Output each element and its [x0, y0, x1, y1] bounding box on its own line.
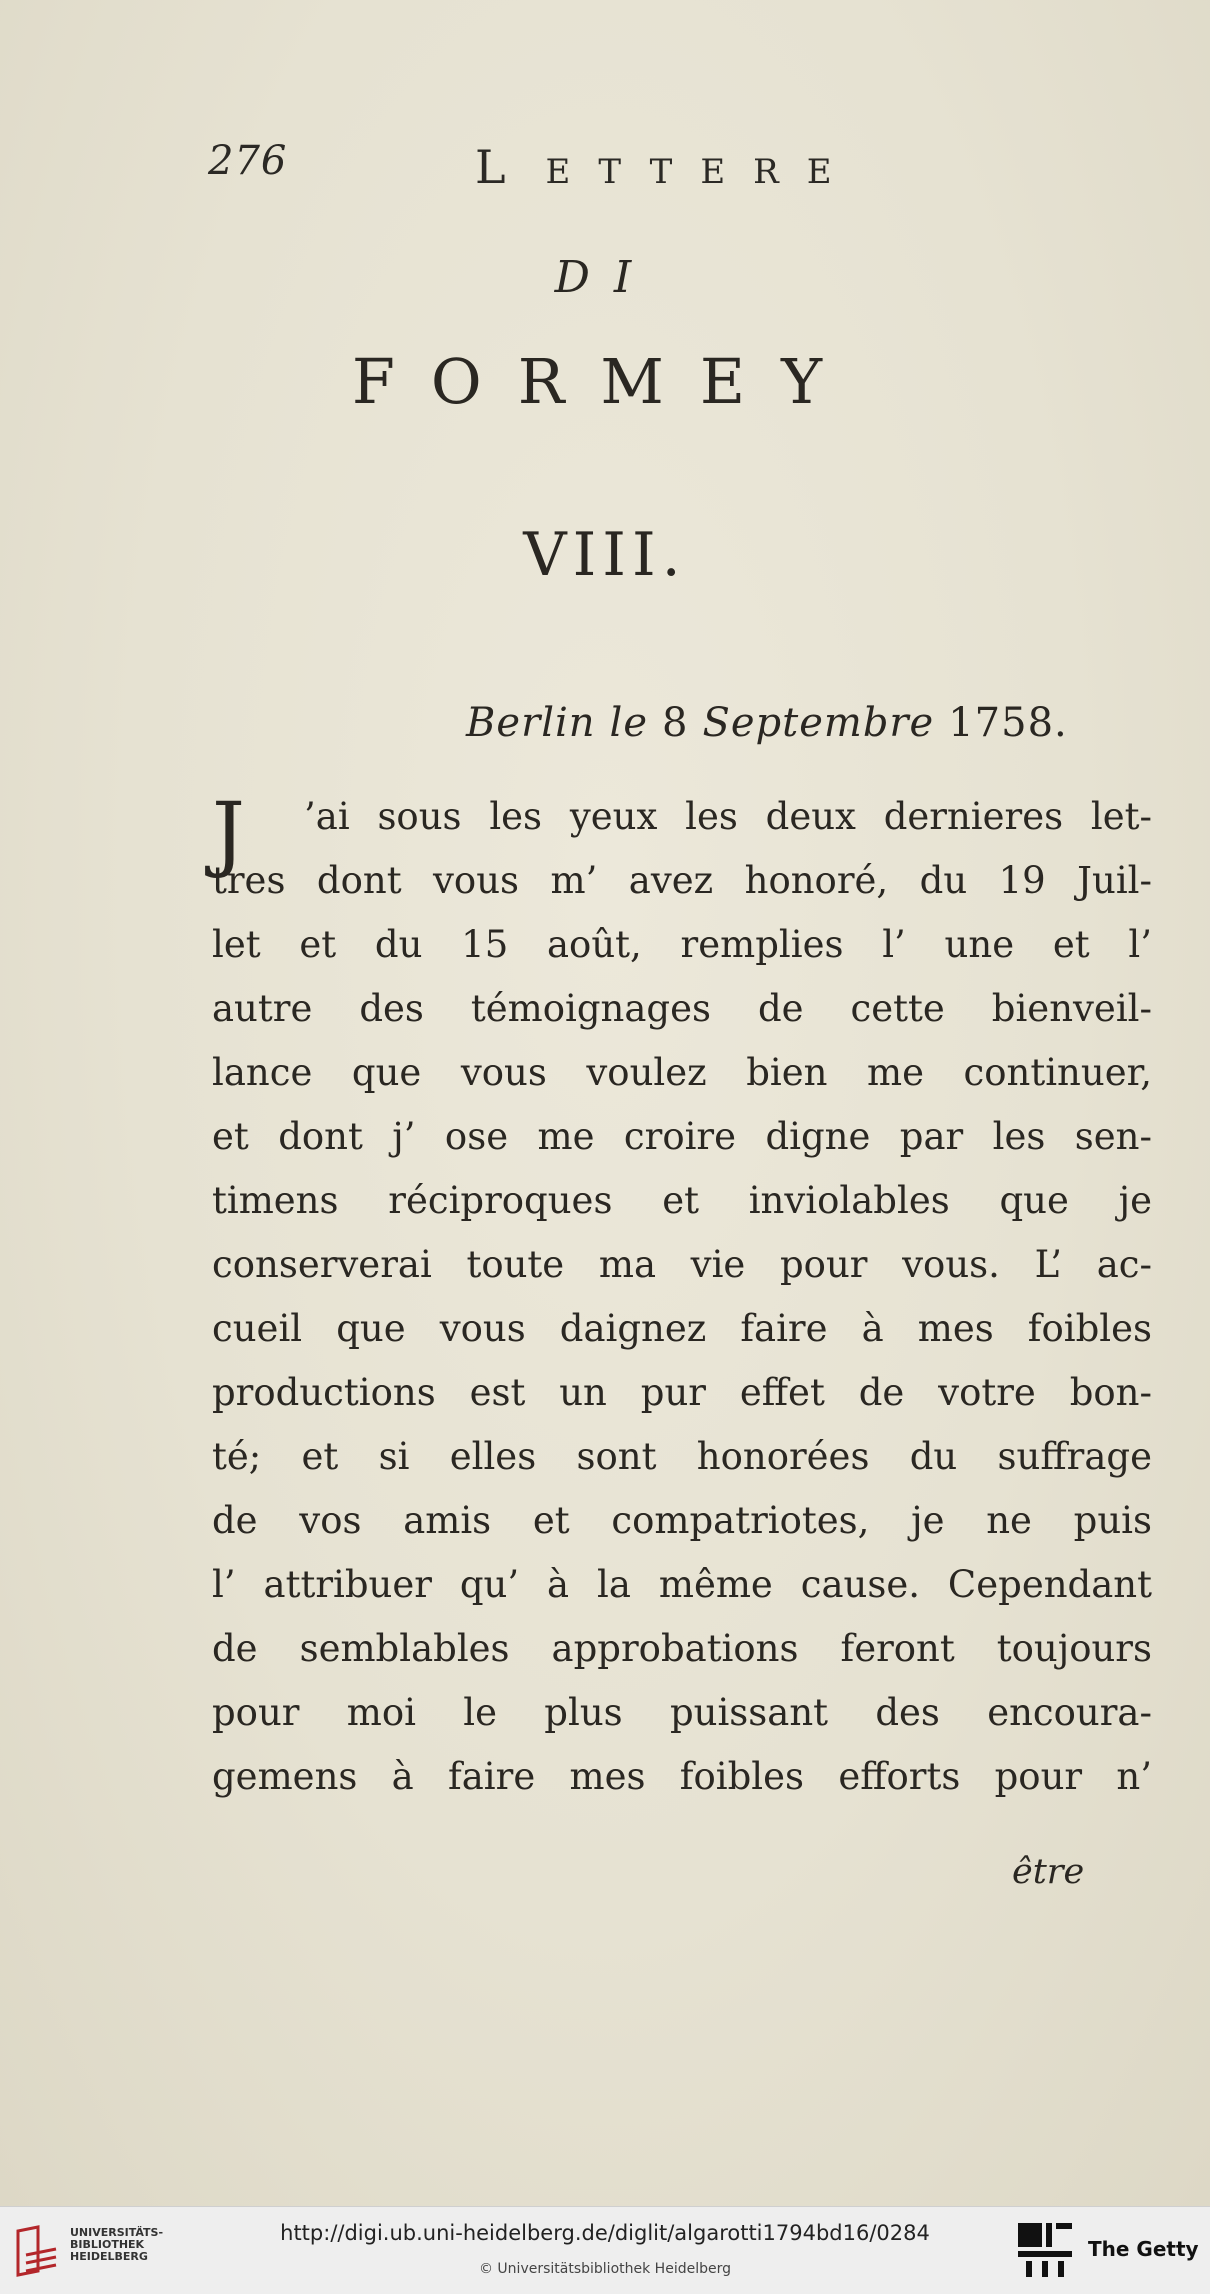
text-line: timens réciproques et inviolables que je — [212, 1179, 1152, 1222]
dateline-le: le — [609, 700, 649, 746]
viewer-footer — [0, 2206, 1210, 2294]
library-name-line: BIBLIOTHEK — [70, 2238, 145, 2251]
library-name-line: HEIDELBERG — [70, 2250, 148, 2263]
text-line: té; et si elles sont honorées du suffrage — [212, 1435, 1152, 1478]
catchword: être — [1012, 1852, 1085, 1892]
letter-body — [212, 785, 1152, 1809]
text-line: let et du 15 août, remplies l’ une et l’ — [212, 923, 1152, 966]
text-line-content: ’ai sous les yeux les deux dernieres let- — [304, 795, 1152, 838]
getty-logo-icon — [1016, 2221, 1074, 2283]
dateline-city: Berlin — [466, 700, 596, 746]
page-number: 276 — [208, 138, 288, 184]
text-line: pour moi le plus puissant des encoura- — [212, 1691, 1152, 1734]
text-line: conserverai toute ma vie pour vous. L’ ac- — [212, 1243, 1152, 1286]
dateline-month: Septembre — [702, 700, 935, 746]
text-line: de semblables approbations feront toujours — [212, 1627, 1152, 1670]
running-head-initial: L — [475, 140, 546, 194]
dateline — [466, 700, 1082, 746]
permalink-url[interactable]: http://digi.ub.uni-heidelberg.de/diglit/algarotti1794bd16/0284 — [280, 2221, 930, 2245]
text-line: de vos amis et compatriotes, je ne puis — [212, 1499, 1152, 1542]
letter-number: VIII. — [523, 520, 687, 590]
dateline-day: 8 — [662, 700, 689, 746]
text-line: lance que vous voulez bien me continuer, — [212, 1051, 1152, 1094]
library-name-line: UNIVERSITÄTS- — [70, 2226, 164, 2239]
drop-cap: J — [212, 786, 245, 881]
text-line: autre des témoignages de cette bienveil- — [212, 987, 1152, 1030]
copyright-notice: © Universitätsbibliothek Heidelberg — [478, 2261, 731, 2277]
text-line: gemens à faire mes foibles efforts pour n’ — [212, 1755, 1152, 1798]
running-head — [475, 140, 860, 194]
text-line: l’ attribuer qu’ à la même cause. Cependant — [212, 1563, 1152, 1606]
heading-formey: FORMEY — [351, 345, 859, 418]
text-line: cueil que vous daignez faire à mes foibles — [212, 1307, 1152, 1350]
running-head-rest: ETTERE — [545, 152, 860, 192]
dateline-year: 1758. — [948, 700, 1068, 746]
text-line: et dont j’ ose me croire digne par les sen- — [212, 1115, 1152, 1158]
text-line: productions est un pur effet de votre bon- — [212, 1371, 1152, 1414]
text-line: tres dont vous m’ avez honoré, du 19 Juil- — [212, 859, 1152, 902]
heading-di: DI — [554, 252, 656, 303]
getty-name: The Getty — [1088, 2237, 1199, 2261]
